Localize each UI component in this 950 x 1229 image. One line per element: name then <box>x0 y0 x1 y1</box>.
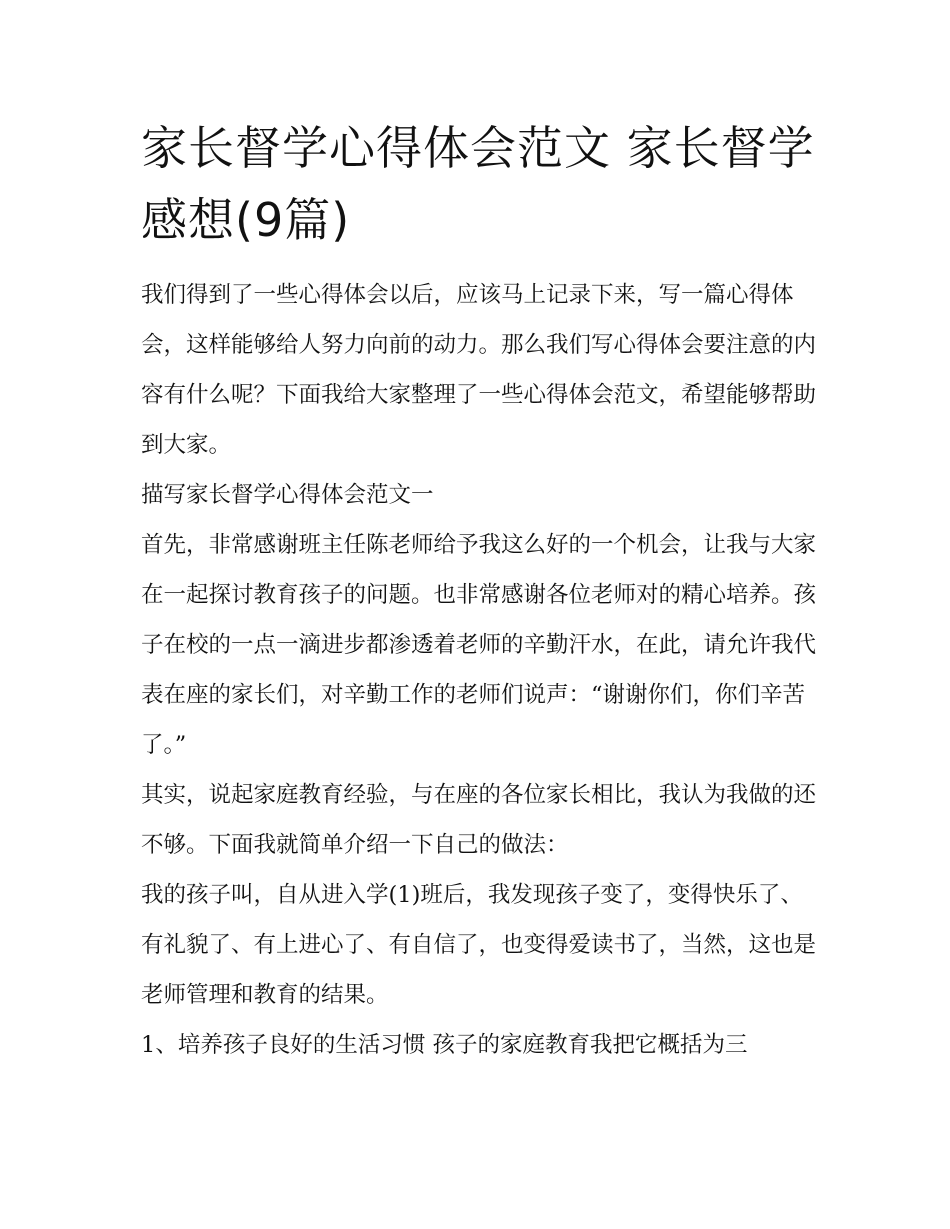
document-content <box>141 112 821 1070</box>
section-heading: 描写家长督学心得体会范文一 <box>141 482 434 508</box>
numbered-item-1: 1、培养孩子良好的生活习惯 孩子的家庭教育我把它概括为三 <box>141 1032 748 1058</box>
document-title: 家长督学心得体会范文 家长督学感想(9篇) <box>141 121 815 247</box>
intro-paragraph: 我们得到了一些心得体会以后，应该马上记录下来，写一篇心得体会，这样能够给人努力向前的动力。那么我们写心得体会要注意的内容有什么呢？下面我给大家整理了一些心得体会范文，希望能够帮助到大家。 <box>141 282 817 458</box>
body-paragraph-child: 我的孩子叫，自从进入学(1)班后，我发现孩子变了，变得快乐了、有礼貌了、有上进心了、有自信了，也变得爱读书了，当然，这也是老师管理和教育的结果。 <box>141 882 817 1008</box>
body-paragraph-experience: 其实，说起家庭教育经验，与在座的各位家长相比，我认为我做的还不够。下面我就简单介绍一下自己的做法： <box>141 782 817 858</box>
body-paragraph-thanks: 首先，非常感谢班主任陈老师给予我这么好的一个机会，让我与大家在一起探讨教育孩子的问题。也非常感谢各位老师对的精心培养。孩子在校的一点一滴进步都渗透着老师的辛勤汗水，在此，请允许我代表在座的家长们，对辛勤工作的老师们说声：“谢谢你们，你们辛苦了。” <box>141 532 817 758</box>
document-body <box>141 270 821 1070</box>
